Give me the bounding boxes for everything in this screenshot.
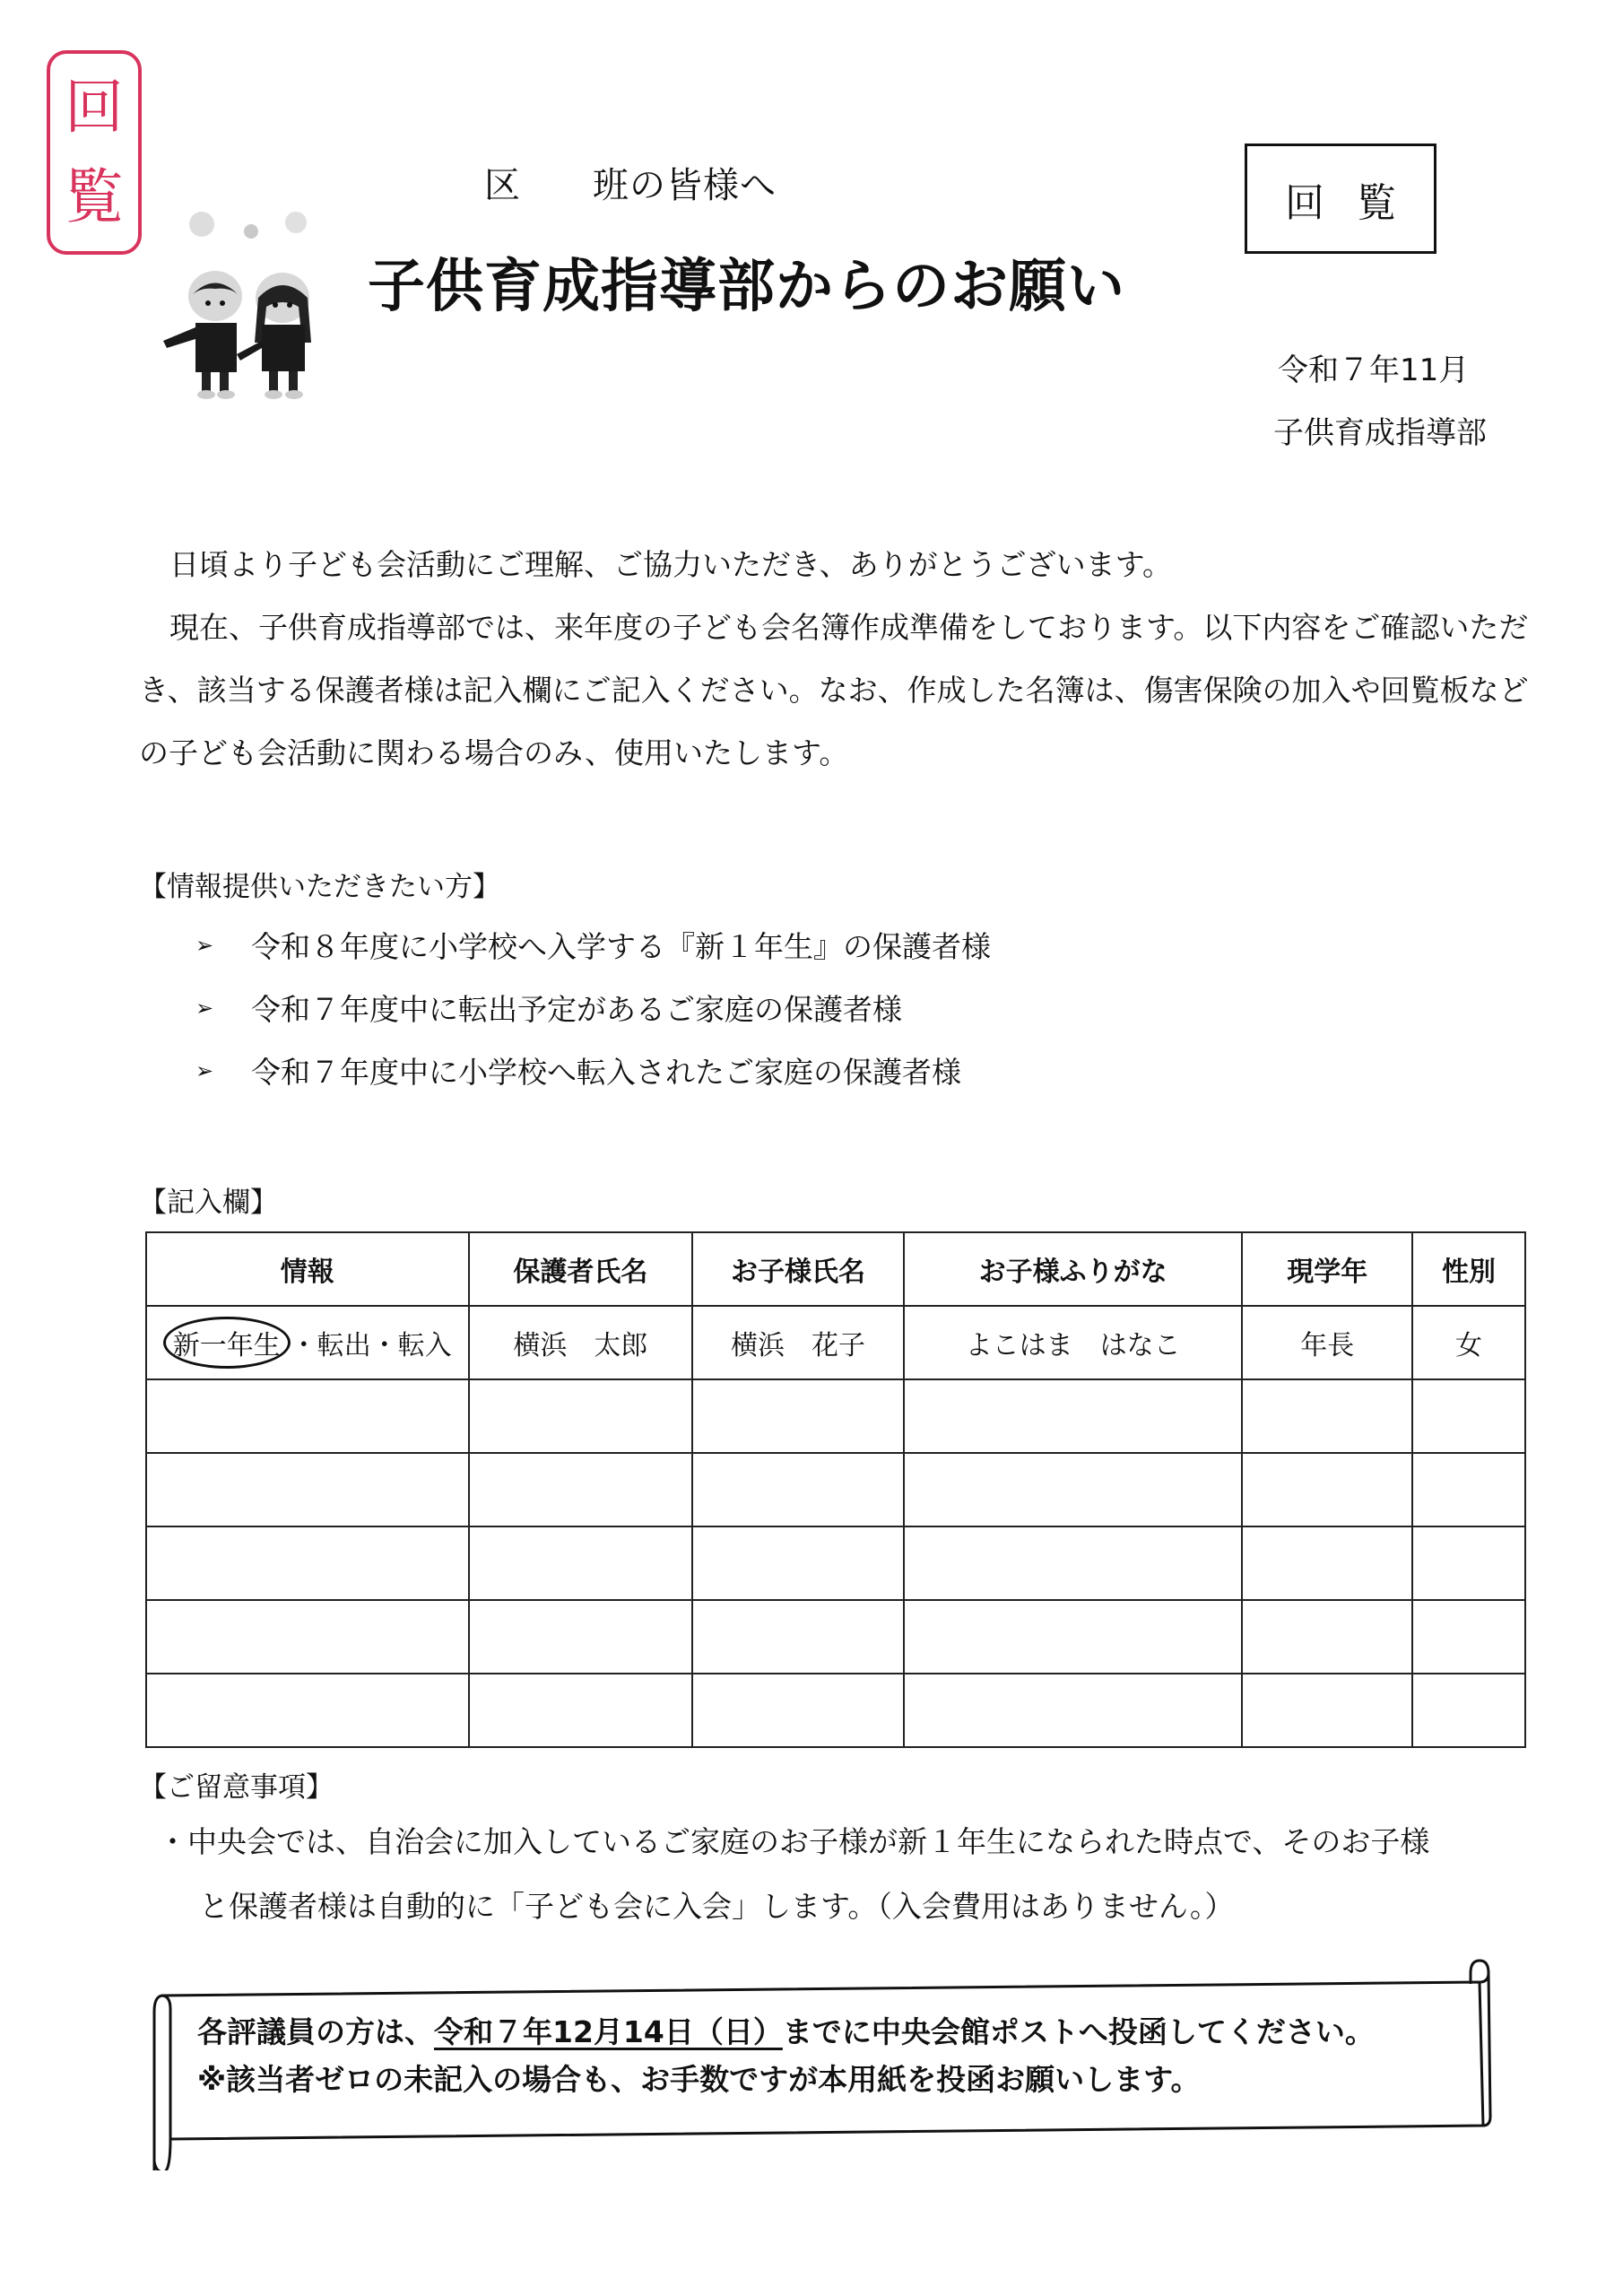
scroll-notice-line-1: [197, 2009, 1375, 2051]
column-header-guardian-name: 保護者氏名: [469, 1232, 693, 1306]
info-option: 転入: [397, 1330, 452, 1361]
current-grade-cell[interactable]: [1242, 1526, 1412, 1600]
info-option: 転出: [317, 1330, 371, 1361]
intro-paragraph-1: 日頃より子ども会活動にご理解、ご協力いただき、ありがとうございます。: [169, 547, 1173, 582]
target-section-heading: 【情報提供いただきたい方】: [139, 871, 500, 903]
child-furigana-cell[interactable]: よこはま はなこ: [904, 1306, 1242, 1379]
child-furigana-cell[interactable]: [904, 1600, 1242, 1674]
notes-bullet: ・: [158, 1824, 187, 1859]
gender-cell[interactable]: [1412, 1674, 1525, 1747]
target-item-text: 令和７年度中に小学校へ転入されたご家庭の保護者様: [251, 1055, 961, 1090]
gender-cell[interactable]: [1412, 1526, 1525, 1600]
current-grade-cell[interactable]: [1242, 1379, 1412, 1453]
info-cell[interactable]: [146, 1600, 469, 1674]
target-item-text: 令和８年度に小学校へ入学する『新１年生』の保護者様: [251, 929, 991, 964]
child-furigana-cell[interactable]: [904, 1526, 1242, 1600]
issue-date: 令和７年11月: [1278, 352, 1470, 388]
kairan-stamp: [47, 50, 142, 255]
guardian-name-cell[interactable]: [469, 1453, 693, 1526]
column-header-child-furigana: お子様ふりがな: [904, 1232, 1242, 1306]
children-illustration: [143, 197, 359, 413]
info-cell[interactable]: [146, 1674, 469, 1747]
guardian-name-cell[interactable]: [469, 1526, 693, 1600]
current-grade-cell[interactable]: [1242, 1600, 1412, 1674]
stamp-char: 回: [65, 73, 124, 142]
notice-prefix: 各評議員の方は、: [197, 2014, 434, 2049]
child-name-cell[interactable]: [692, 1600, 904, 1674]
info-cell[interactable]: [146, 1453, 469, 1526]
child-name-cell[interactable]: [692, 1379, 904, 1453]
stamp-char: 覧: [65, 162, 124, 231]
separator: ・: [370, 1330, 398, 1361]
scroll-notice-line-2: ※該当者ゼロの未記入の場合も、お手数ですが本用紙を投函お願いします。: [197, 2062, 1201, 2097]
separator: ・: [290, 1330, 317, 1361]
table-row: [146, 1453, 1525, 1526]
child-name-cell[interactable]: [692, 1526, 904, 1600]
target-item-text: 令和７年度中に転出予定があるご家庭の保護者様: [251, 992, 902, 1027]
addressee-line: [484, 157, 777, 208]
target-item: [195, 924, 991, 966]
entry-section-heading: 【記入欄】: [139, 1187, 278, 1219]
target-item: [195, 1049, 961, 1091]
addressee-group: 班の皆様へ: [593, 165, 777, 206]
snowflake-icon: [189, 212, 307, 239]
child-girl-icon: [237, 273, 311, 399]
page-title: 子供育成指導部からのお願い: [368, 254, 1125, 320]
guardian-name-cell[interactable]: 横浜 太郎: [469, 1306, 693, 1379]
child-name-cell[interactable]: 横浜 花子: [692, 1306, 904, 1379]
notes-line-2: と保護者様は自動的に「子ども会に入会」します。（入会費用はありません。）: [199, 1889, 1235, 1924]
notes-section-heading: 【ご留意事項】: [139, 1771, 334, 1804]
gender-cell[interactable]: [1412, 1379, 1525, 1453]
table-row: [146, 1600, 1525, 1674]
child-furigana-cell[interactable]: [904, 1674, 1242, 1747]
guardian-name-cell[interactable]: [469, 1674, 693, 1747]
child-name-cell[interactable]: [692, 1453, 904, 1526]
issuing-department: 子供育成指導部: [1273, 415, 1487, 451]
table-row: [146, 1674, 1525, 1747]
arrow-bullet-icon: ➢: [195, 995, 214, 1021]
gender-cell[interactable]: 女: [1412, 1306, 1525, 1379]
current-grade-cell[interactable]: [1242, 1674, 1412, 1747]
current-grade-cell[interactable]: 年長: [1242, 1306, 1412, 1379]
info-cell[interactable]: [146, 1379, 469, 1453]
info-cell[interactable]: [146, 1526, 469, 1600]
entry-table: [145, 1231, 1526, 1748]
column-header-gender: 性別: [1412, 1232, 1525, 1306]
target-item: [195, 987, 902, 1029]
info-option-selected: 新一年生: [163, 1317, 291, 1369]
table-row: [146, 1379, 1525, 1453]
child-furigana-cell[interactable]: [904, 1379, 1242, 1453]
notes-item: [158, 1810, 1557, 1874]
table-header-row: [146, 1232, 1525, 1306]
gender-cell[interactable]: [1412, 1453, 1525, 1526]
current-grade-cell[interactable]: [1242, 1453, 1412, 1526]
column-header-current-grade: 現学年: [1242, 1232, 1412, 1306]
column-header-info: 情報: [146, 1232, 469, 1306]
gender-cell[interactable]: [1412, 1600, 1525, 1674]
notes-line-1: 中央会では、自治会に加入しているご家庭のお子様が新１年生になられた時点で、そのお子様: [187, 1824, 1430, 1859]
notice-suffix: までに中央会館ポストへ投函してください。: [782, 2014, 1375, 2049]
child-name-cell[interactable]: [692, 1674, 904, 1747]
guardian-name-cell[interactable]: [469, 1600, 693, 1674]
info-cell[interactable]: [146, 1306, 469, 1379]
child-furigana-cell[interactable]: [904, 1453, 1242, 1526]
example-row: [146, 1306, 1525, 1379]
kairan-box: 回覧: [1245, 144, 1436, 254]
deadline: 令和７年12月14日（日）: [434, 2014, 783, 2049]
intro-paragraph-2: 現在、子供育成指導部では、来年度の子ども会名簿作成準備をしております。以下内容をご確認いただき、該当する保護者様は記入欄にご記入ください。なお、作成した名簿は、傷害保険の加入や回覧板などの子ども会活動に関わる場合のみ、使用いたします。: [139, 610, 1529, 770]
addressee-ward: 区: [484, 165, 521, 206]
child-boy-icon: [163, 271, 242, 399]
guardian-name-cell[interactable]: [469, 1379, 693, 1453]
arrow-bullet-icon: ➢: [195, 932, 214, 958]
arrow-bullet-icon: ➢: [195, 1057, 214, 1083]
column-header-child-name: お子様氏名: [692, 1232, 904, 1306]
table-row: [146, 1526, 1525, 1600]
